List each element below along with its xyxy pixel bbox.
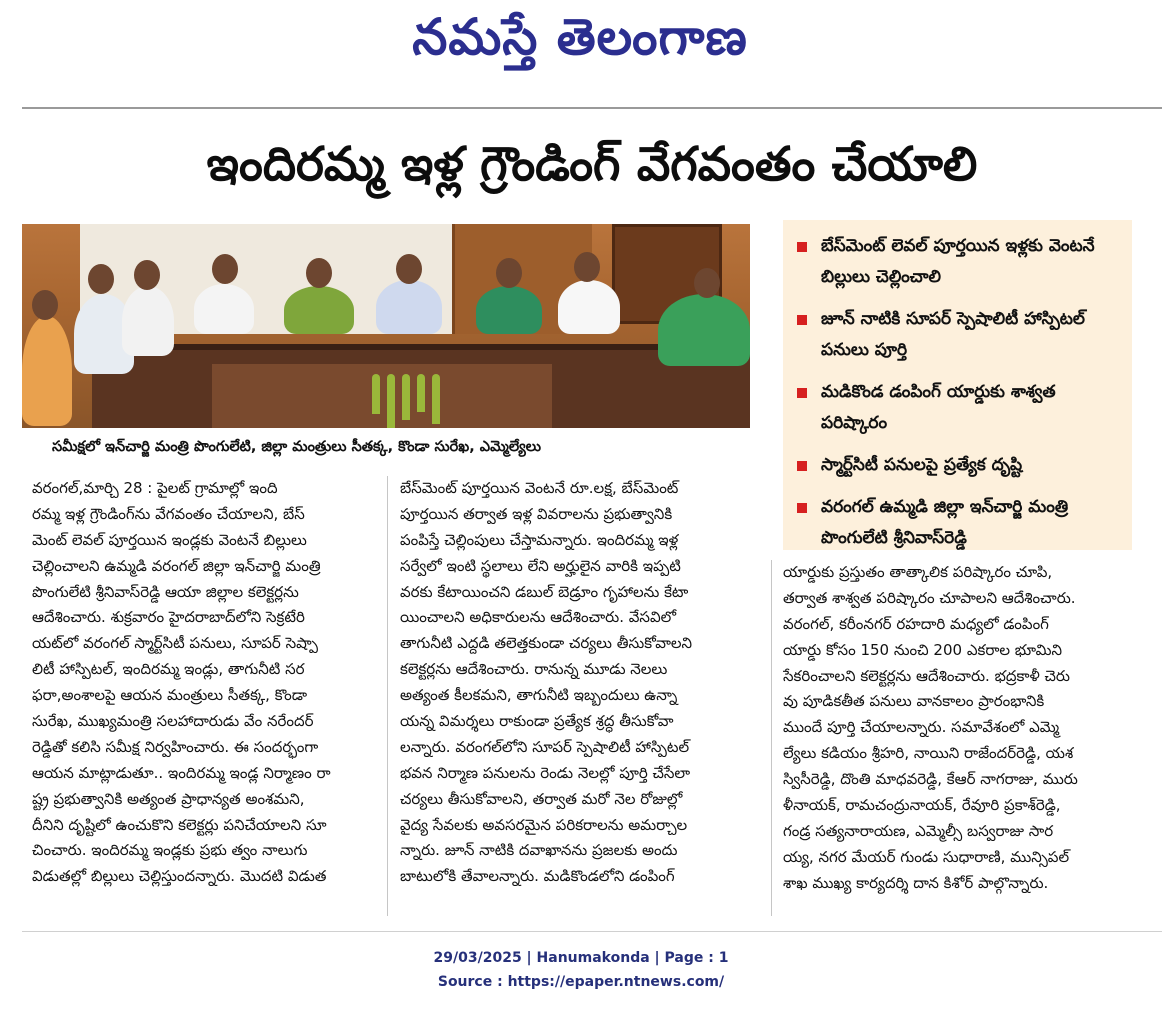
highlight-text: మడికొండ డంపింగ్ యార్డుకు శాశ్వత పరిష్కారం	[821, 382, 1056, 433]
article-line: పంపిస్తే చెల్లింపులు చేస్తామన్నారు. ఇందిరమ్మ ఇళ్ల	[400, 530, 679, 549]
highlight-item	[797, 231, 1127, 293]
article-line: యించాలని అధికారులను ఆదేశించారు. వేసవిలో	[400, 608, 677, 627]
highlight-text: బేస్‌మెంట్ లెవల్ పూర్తయిన ఇళ్లకు వెంటనే బిల్లులు చెల్లించాలి	[821, 236, 1095, 287]
article-line: లిటీ హాస్పిటల్, ఇందిరమ్మ ఇండ్లు, తాగునీటి సర	[32, 660, 305, 679]
headline: ఇందిరమ్మ ఇళ్ల గ్రౌండింగ్ వేగవంతం చేయాలి	[206, 137, 978, 192]
article-line: తాగునీటి ఎద్దడి తలెత్తకుండా చర్యలు తీసుకోవాలని	[400, 634, 693, 653]
highlight-item	[797, 377, 1127, 439]
photo-person-head	[32, 290, 58, 320]
article-line: ఆయన మాట్లాడుతూ.. ఇందిరమ్మ ఇండ్ల నిర్మాణం రా	[32, 763, 331, 782]
highlight-text: వరంగల్ ఉమ్మడి జిల్లా ఇన్‌చార్జి మంత్రి పొంగులేటి శ్రీనివాస్‌రెడ్డి	[821, 497, 1069, 548]
article-line: య్య, నగర మేయర్ గుండు సుధారాణి, మున్సిపల్	[783, 847, 1070, 866]
photo-person-head	[396, 254, 422, 284]
article-line: వరంగల్,మార్చి 28 : పైలట్ గ్రామాల్లో ఇంది	[32, 479, 278, 497]
article-line: న్నారు. జూన్ నాటికి దవాఖానను ప్రజలకు అందు	[400, 841, 678, 860]
photo-plant	[387, 374, 395, 428]
article-line: యార్డుకు ప్రస్తుతం తాత్కాలిక పరిష్కారం చూపి,	[783, 563, 1053, 581]
article-line: దీనిని దృష్టిలో ఉంచుకొని కలెక్టర్లు పనిచేయాలని సూ	[32, 815, 327, 834]
photo-table-center	[212, 364, 552, 428]
article-line: చించారు. ఇందిరమ్మ ఇండ్లకు ప్రభు త్వం నాలుగు	[32, 841, 308, 860]
red-square-bullet-icon	[797, 461, 807, 471]
photo-caption: సమీక్షలో ఇన్‌చార్జి మంత్రి పొంగులేటి, జిల్లా మంత్రులు సీతక్క, కొండా సురేఖ, ఎమ్మెల్యేలు	[52, 439, 542, 455]
photo-person	[658, 294, 750, 366]
masthead-logo: నమస్తే తెలంగాణ	[412, 7, 748, 66]
photo-person	[22, 316, 72, 426]
article-line: పొంగులేటి శ్రీనివాస్‌రెడ్డి ఆయా జిల్లాల కలెక్టర్లను	[32, 582, 299, 601]
red-square-bullet-icon	[797, 503, 807, 513]
article-line: అత్యంత కీలకమని, తాగునీటి ఇబ్బందులు ఉన్నా	[400, 686, 678, 705]
article-line: ల్యేలు కడియం శ్రీహరి, నాయిని రాజేందర్‌రెడ్డి, యశ	[783, 744, 1074, 763]
footer-date-edition: 29/03/2025 | Hanumakonda | Page : 1	[433, 950, 729, 966]
footer-divider	[22, 931, 1162, 932]
article-line: సురేఖ, ముఖ్యమంత్రి సలహాదారుడు వేం నరేందర్	[32, 712, 314, 731]
article-column-1	[32, 476, 372, 890]
photo-person-head	[212, 254, 238, 284]
article-line: ష్ట్ర ప్రభుత్వానికి అత్యంత ప్రాధాన్యత అంశమని,	[32, 789, 305, 808]
article-line: సేకరించాలని కలెక్టర్లను ఆదేశించారు. భద్రకాళీ చెరు	[783, 666, 1070, 685]
article-line: ఫరా,అంశాలపై ఆయన మంత్రులు సీతక్క, కొండా	[32, 686, 308, 705]
article-line: చర్యలు తీసుకోవాలని, తర్వాత మరో నెల రోజుల్లో	[400, 789, 683, 808]
photo-person-head	[496, 258, 522, 288]
red-square-bullet-icon	[797, 388, 807, 398]
column-divider	[771, 560, 772, 916]
red-square-bullet-icon	[797, 242, 807, 252]
article-line: వరంగల్, కరీంనగర్ రహదారి మధ్యలో డంపింగ్	[783, 614, 1049, 633]
photo-plant	[402, 374, 410, 420]
article-line: లన్నారు. వరంగల్‌లోని సూపర్ స్పెషాలిటీ హాస్పిటల్	[400, 737, 690, 756]
article-line: సర్వేలో ఇంటి స్థలాలు లేని అర్హులైన వారికి ఇప్పటి	[400, 556, 681, 575]
highlight-text: జూన్ నాటికి సూపర్ స్పెషాలిటీ హాస్పిటల్ పనులు పూర్తి	[821, 309, 1085, 360]
article-line: చెల్లించాలని ఉమ్మడి వరంగల్ జిల్లా ఇన్‌చార్జి మంత్రి	[32, 556, 321, 575]
article-line: తర్వాత శాశ్వత పరిష్కారం చూపాలని ఆదేశించారు.	[783, 588, 1076, 607]
highlight-text: స్మార్ట్‌సిటీ పనులపై ప్రత్యేక దృష్టి	[821, 455, 1023, 475]
article-line: ళీనాయక్, రామచంద్రునాయక్, రేవూరి ప్రకాశ్‌రెడ్డి,	[783, 796, 1061, 815]
photo-person	[476, 286, 542, 334]
footer-source-link[interactable]: Source : https://epaper.ntnews.com/	[437, 974, 725, 990]
highlight-item	[797, 450, 1127, 481]
photo-person-head	[134, 260, 160, 290]
article-line: రమ్మ ఇళ్ల గ్రౌండింగ్‌ను వేగవంతం చేయాలని, బేస్	[32, 504, 305, 523]
photo-plant	[417, 374, 425, 412]
meeting-photo	[22, 224, 750, 428]
article-line: పూర్తయిన తర్వాత ఇళ్ల వివరాలను ప్రభుత్వానికి	[400, 504, 673, 523]
article-line: ఆదేశించారు. శుక్రవారం హైదరాబాద్‌లోని సెక్రటేరి	[32, 608, 305, 627]
article-line: బేస్‌మెంట్ పూర్తయిన వెంటనే రూ.లక్ష, బేస్‌మెంట్	[400, 479, 679, 497]
photo-person	[194, 284, 254, 334]
photo-person-head	[306, 258, 332, 288]
article-line: వు పూడికతీత పనులు వానకాలం ప్రారంభానికి	[783, 692, 1045, 711]
article-line: భవన నిర్మాణ పనులను రెండు నెలల్లో పూర్తి చేసేలా	[400, 763, 691, 782]
article-line: బాటులోకి తేవాలన్నారు. మడికొండలోని డంపింగ్	[400, 867, 675, 886]
photo-person	[558, 280, 620, 334]
masthead-divider	[22, 107, 1162, 109]
article-line: యన్న విమర్శలు రాకుండా ప్రత్యేక శ్రద్ధ తీసుకోవా	[400, 712, 674, 731]
photo-person-head	[88, 264, 114, 294]
photo-plant	[372, 374, 380, 414]
article-line: గండ్ర సత్యనారాయణ, ఎమ్మెల్సీ బస్వరాజు సార	[783, 821, 1054, 840]
article-line: కలెక్టర్లను ఆదేశించారు. రానున్న మూడు నెలలు	[400, 660, 668, 679]
article-column-2	[400, 476, 760, 890]
article-line: విడుతల్లో బిల్లులు చెల్లిస్తుందన్నారు. మొదటి విడుత	[32, 867, 327, 886]
article-line: ముందే పూర్తి చేయాలన్నారు. సమావేశంలో ఎమ్మె	[783, 718, 1060, 737]
column-divider	[387, 476, 388, 916]
article-column-3	[783, 560, 1143, 897]
article-line: వైద్య సేవలకు అవసరమైన పరికరాలను అమర్చాల	[400, 815, 688, 834]
highlights-box	[783, 220, 1132, 550]
red-square-bullet-icon	[797, 315, 807, 325]
highlight-item	[797, 304, 1127, 366]
article-line: రెడ్డితో కలిసి సమీక్ష నిర్వహించారు. ఈ సందర్భంగా	[32, 737, 319, 756]
photo-person	[376, 280, 442, 334]
article-line: యార్డు కోసం 150 నుంచి 200 ఎకరాల భూమిని	[783, 640, 1062, 659]
article-line: వరకు కేటాయించని డబుల్ బెడ్రూం గృహాలను కేటా	[400, 582, 689, 601]
article-line: మెంట్ లెవల్ పూర్తయిన ఇండ్లకు వెంటనే బిల్లులు	[32, 530, 307, 549]
photo-plant	[432, 374, 440, 424]
highlight-item	[797, 492, 1127, 554]
photo-person-head	[574, 252, 600, 282]
article-line: యట్‌లో వరంగల్ స్మార్ట్‌సిటీ పనులు, సూపర్ సెష్పా	[32, 634, 318, 653]
article-line: స్విసీరెడ్డి, దొంతి మాధవరెడ్డి, కేఆర్ నాగరాజు, మురు	[783, 770, 1078, 789]
photo-person-head	[694, 268, 720, 298]
photo-person	[284, 286, 354, 334]
article-line: శాఖ ముఖ్య కార్యదర్శి దాన కిశోర్ పాల్గొన్నారు.	[783, 873, 1049, 892]
photo-person	[122, 286, 174, 356]
